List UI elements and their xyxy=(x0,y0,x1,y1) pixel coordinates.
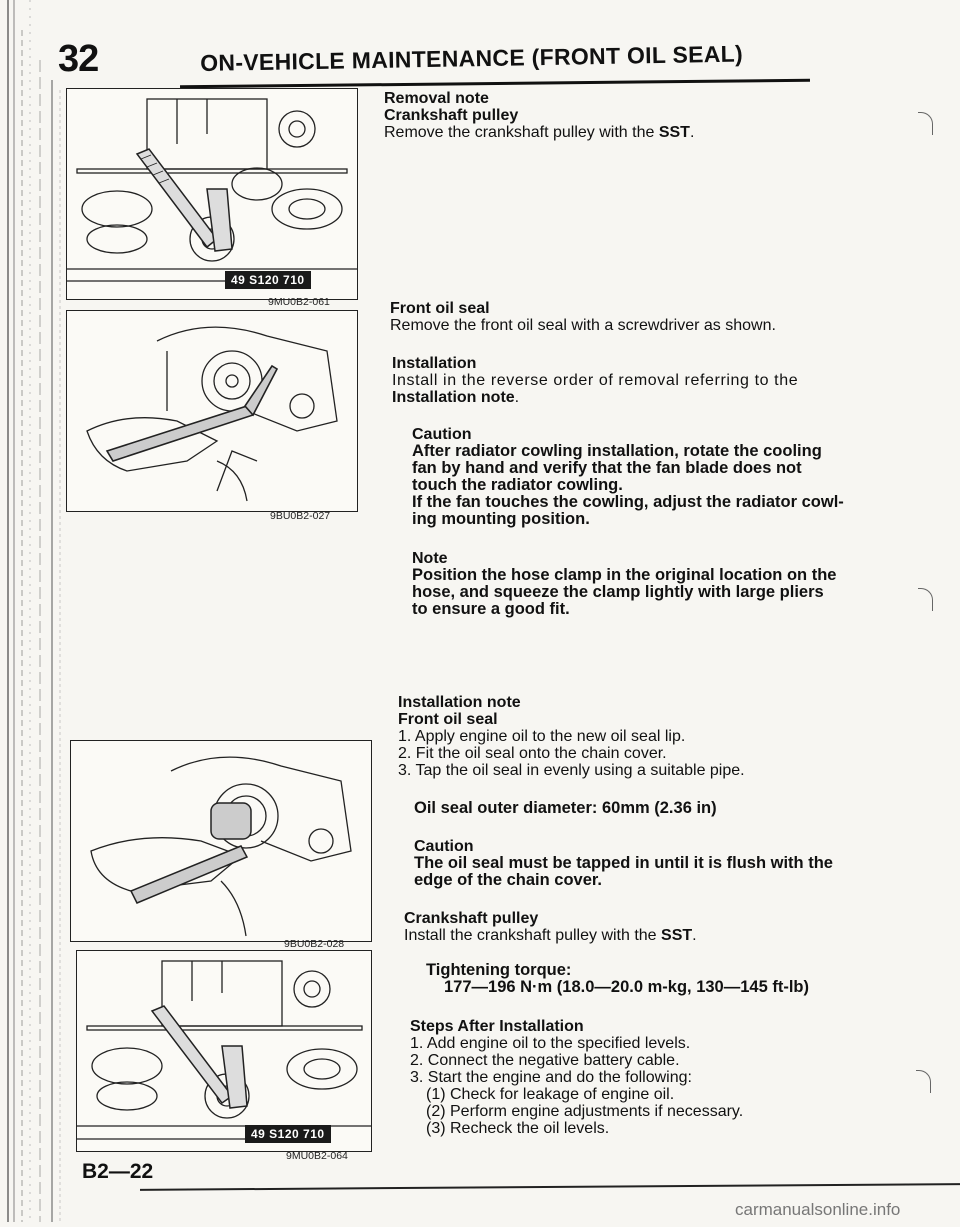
binding-edge xyxy=(0,0,70,1222)
note-line: to ensure a good fit. xyxy=(412,600,570,618)
page-number-footer: B2—22 xyxy=(82,1160,154,1183)
removal-instruction xyxy=(384,124,694,141)
oil-seal-diameter-spec: Oil seal outer diameter: 60mm (2.36 in) xyxy=(414,799,717,817)
installation-reference-end: . xyxy=(514,389,520,406)
caution-line: fan by hand and verify that the fan blade does not xyxy=(412,459,802,477)
installation-note-term: Installation note xyxy=(392,389,515,406)
after-install-step: 1. Add engine oil to the specified levels. xyxy=(410,1035,691,1052)
front-oil-seal-instruction: Remove the front oil seal with a screwdriver as shown. xyxy=(390,317,776,334)
crankshaft-pulley-install-instruction xyxy=(404,927,697,944)
sst-tool-label: 49 S120 710 xyxy=(225,271,311,289)
front-oil-seal-heading: Front oil seal xyxy=(390,300,490,317)
figure-seal-install xyxy=(70,740,372,942)
caution-heading: Caution xyxy=(414,838,474,855)
figure-code: 9BU0B2-028 xyxy=(284,938,345,950)
figure-code: 9BU0B2-027 xyxy=(270,510,331,522)
caution-line: edge of the chain cover. xyxy=(414,871,602,889)
after-install-substep: (2) Perform engine adjustments if necessary. xyxy=(426,1103,744,1120)
footer-rule xyxy=(140,1183,960,1191)
steps-after-installation-heading: Steps After Installation xyxy=(410,1018,584,1035)
figure-code: 9MU0B2-064 xyxy=(286,1150,348,1162)
installation-instruction: Install in the reverse order of removal referring to the xyxy=(392,372,799,389)
removal-text-end: . xyxy=(689,124,695,141)
caution-heading: Caution xyxy=(412,426,472,443)
pulley-removal-illustration xyxy=(67,89,357,299)
after-install-step: 3. Start the engine and do the following: xyxy=(410,1069,692,1086)
sst-term: SST xyxy=(661,927,693,944)
installation-reference xyxy=(392,389,519,406)
caution-line: ing mounting position. xyxy=(412,510,590,528)
header-rule xyxy=(180,79,810,89)
page-number-header: 32 xyxy=(58,38,99,80)
install-step: 3. Tap the oil seal in evenly using a suitable pipe. xyxy=(398,762,745,779)
seal-removal-illustration xyxy=(67,311,357,511)
figure-seal-removal xyxy=(66,310,358,512)
after-install-substep: (1) Check for leakage of engine oil. xyxy=(426,1086,675,1103)
note-line: hose, and squeeze the clamp lightly with large pliers xyxy=(412,583,824,601)
note-heading: Note xyxy=(412,550,448,567)
figure-pulley-install xyxy=(76,950,372,1152)
after-install-step: 2. Connect the negative battery cable. xyxy=(410,1052,680,1069)
crankshaft-pulley-install-heading: Crankshaft pulley xyxy=(404,910,539,927)
watermark: carmanualsonline.info xyxy=(735,1200,901,1219)
tightening-torque-value: 177—196 N·m (18.0—20.0 m-kg, 130—145 ft-lb) xyxy=(444,978,809,996)
caution-line: The oil seal must be tapped in until it is flush with the xyxy=(414,854,833,872)
after-install-substep: (3) Recheck the oil levels. xyxy=(426,1120,610,1137)
front-oil-seal-subheading: Front oil seal xyxy=(398,711,498,728)
pulley-install-illustration xyxy=(77,951,371,1151)
tightening-torque-label: Tightening torque: xyxy=(426,961,572,979)
sst-term: SST xyxy=(658,124,690,141)
crank-install-text-end: . xyxy=(692,927,697,944)
removal-text: Remove the crankshaft pulley with the xyxy=(384,124,659,141)
install-step: 2. Fit the oil seal onto the chain cover. xyxy=(398,745,667,762)
sst-tool-label: 49 S120 710 xyxy=(245,1125,331,1143)
page-title: ON-VEHICLE MAINTENANCE (FRONT OIL SEAL) xyxy=(200,40,744,76)
figure-code: 9MU0B2-061 xyxy=(268,296,330,308)
crank-install-text: Install the crankshaft pulley with the xyxy=(404,927,662,944)
caution-line: After radiator cowling installation, rotate the cooling xyxy=(412,442,822,460)
scan-mark xyxy=(918,112,933,135)
seal-install-illustration xyxy=(71,741,371,941)
scan-mark xyxy=(916,1070,931,1093)
installation-note-heading: Installation note xyxy=(398,694,521,711)
installation-heading: Installation xyxy=(392,355,477,372)
figure-pulley-removal xyxy=(66,88,358,300)
caution-line: touch the radiator cowling. xyxy=(412,476,623,494)
crankshaft-pulley-heading: Crankshaft pulley xyxy=(384,107,519,124)
install-step: 1. Apply engine oil to the new oil seal lip. xyxy=(398,728,686,745)
removal-note-heading: Removal note xyxy=(384,90,489,107)
note-line: Position the hose clamp in the original location on the xyxy=(412,566,837,584)
scan-mark xyxy=(918,588,933,611)
caution-line: If the fan touches the cowling, adjust the radiator cowl- xyxy=(412,493,844,511)
